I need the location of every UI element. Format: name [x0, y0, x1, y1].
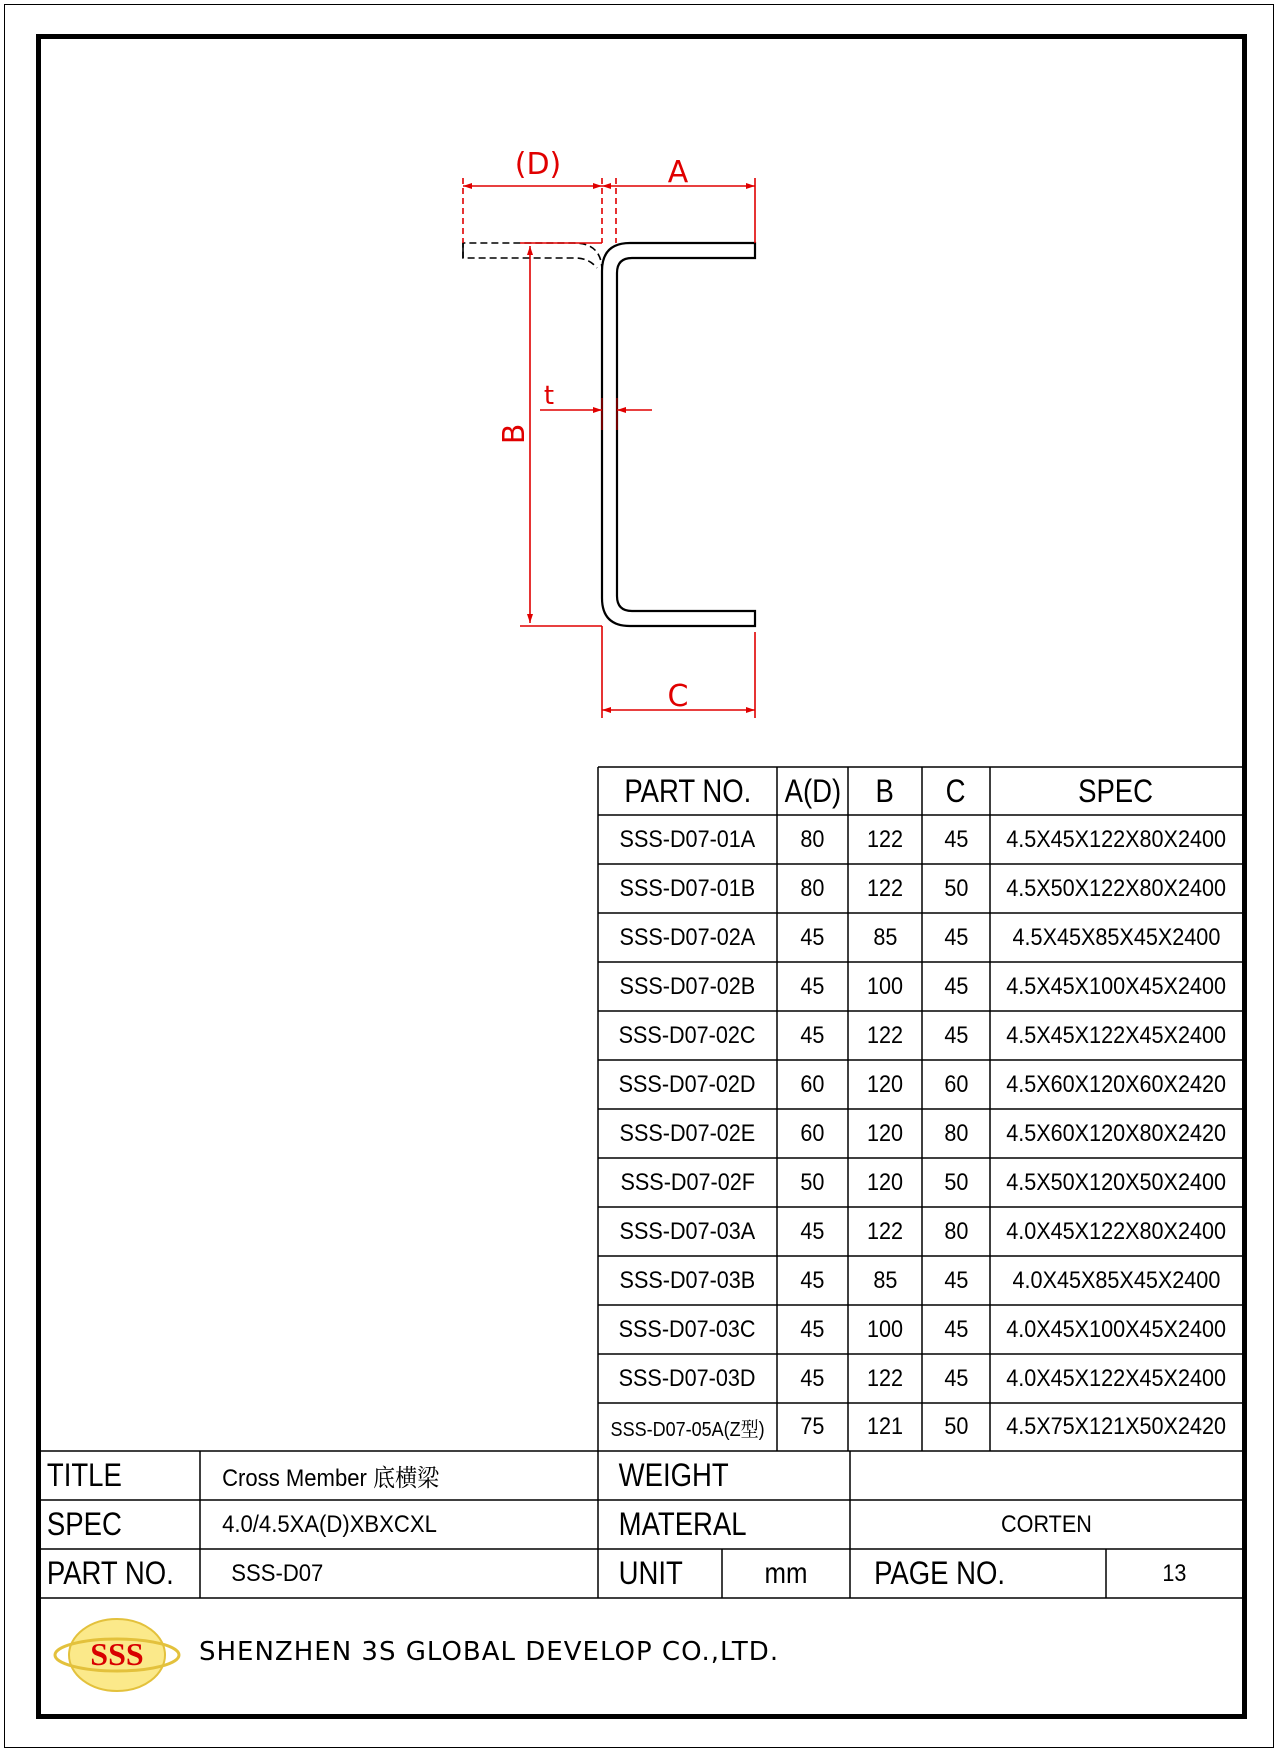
header-a-d: A(D)	[784, 772, 841, 809]
b-cell: 122	[866, 874, 904, 902]
a-d-cell: 80	[800, 825, 825, 853]
spec-cell: 4.5X45X100X45X2400	[1006, 972, 1226, 1000]
part-no-cell: SSS-D07-02F	[620, 1168, 755, 1196]
part-no-cell: SSS-D07-02B	[619, 972, 756, 1000]
company-name: SHENZHEN 3S GLOBAL DEVELOP CO.,LTD.	[199, 1637, 780, 1667]
c-cell: 60	[943, 1070, 969, 1098]
header-spec: SPEC	[1078, 772, 1154, 809]
a-d-cell: 45	[800, 1217, 825, 1245]
part-no-cell: SSS-D07-03C	[619, 1315, 756, 1343]
part-no-cell: SSS-D07-05A(Z型)	[610, 1418, 765, 1441]
part-no-cell: SSS-D07-03A	[619, 1217, 756, 1245]
c-cell: 45	[943, 825, 969, 853]
a-d-cell: 60	[800, 1119, 825, 1147]
c-cell: 45	[943, 1021, 969, 1049]
weight-label: WEIGHT	[618, 1457, 729, 1493]
b-cell: 100	[866, 972, 904, 1000]
b-cell: 122	[866, 1217, 904, 1245]
part-no-cell: SSS-D07-02C	[619, 1021, 756, 1049]
c-cell: 45	[943, 1266, 969, 1294]
part-no-label: PART NO.	[46, 1555, 174, 1591]
title-value: Cross Member 底横梁	[222, 1465, 440, 1492]
spec-cell: 4.5X50X122X80X2400	[1006, 874, 1226, 902]
a-d-cell: 60	[800, 1070, 825, 1098]
header-b: B	[875, 772, 895, 809]
b-cell: 122	[866, 1364, 904, 1392]
logo-text: SSS	[90, 1636, 144, 1672]
spec-value: 4.0/4.5XA(D)XBXCXL	[222, 1510, 437, 1538]
b-cell: 121	[866, 1413, 904, 1440]
b-cell: 122	[866, 1021, 904, 1049]
part-no-cell: SSS-D07-03D	[619, 1364, 756, 1392]
dimension-label-d: (D)	[514, 147, 562, 182]
spec-cell: 4.5X50X120X50X2400	[1006, 1168, 1226, 1196]
spec-cell: 4.5X45X122X45X2400	[1006, 1021, 1226, 1049]
b-cell: 120	[866, 1070, 904, 1098]
page-no-label: PAGE NO.	[874, 1555, 1006, 1591]
c-cell: 80	[943, 1217, 969, 1245]
part-no-value: SSS-D07	[231, 1559, 324, 1587]
a-d-cell: 45	[800, 1364, 825, 1392]
part-no-cell: SSS-D07-03B	[619, 1266, 756, 1294]
spec-cell: 4.5X75X121X50X2420	[1006, 1413, 1226, 1440]
part-no-cell: SSS-D07-02A	[619, 923, 756, 951]
a-d-cell: 45	[800, 1021, 825, 1049]
b-cell: 85	[872, 923, 898, 951]
b-cell: 122	[866, 825, 904, 853]
c-cell: 50	[943, 874, 969, 902]
title-label: TITLE	[46, 1457, 122, 1493]
c-cell: 45	[943, 1364, 969, 1392]
material-label: MATERAL	[618, 1506, 747, 1542]
b-cell: 120	[866, 1119, 904, 1147]
spec-cell: 4.5X45X85X45X2400	[1012, 923, 1220, 951]
spec-cell: 4.5X60X120X60X2420	[1006, 1070, 1226, 1098]
a-d-cell: 80	[800, 874, 825, 902]
spec-label: SPEC	[46, 1506, 122, 1542]
material-value: CORTEN	[1000, 1510, 1092, 1538]
dimension-label-t: t	[543, 381, 555, 411]
c-cell: 50	[943, 1413, 969, 1440]
a-d-cell: 45	[800, 972, 825, 1000]
spec-cell: 4.0X45X122X45X2400	[1006, 1364, 1226, 1392]
a-d-cell: 45	[800, 1315, 825, 1343]
c-cell: 45	[943, 972, 969, 1000]
page-no-value: 13	[1161, 1559, 1187, 1587]
c-cell: 45	[943, 1315, 969, 1343]
spec-cell: 4.0X45X122X80X2400	[1006, 1217, 1226, 1245]
part-no-cell: SSS-D07-02D	[619, 1070, 756, 1098]
unit-label: UNIT	[618, 1555, 683, 1591]
optional-flange-dashed	[463, 243, 602, 271]
a-d-cell: 50	[800, 1168, 825, 1196]
header-c: C	[946, 772, 966, 809]
spec-cell: 4.0X45X100X45X2400	[1006, 1315, 1226, 1343]
c-cell: 45	[943, 923, 969, 951]
channel-profile	[602, 243, 755, 626]
a-d-cell: 45	[800, 1266, 825, 1294]
part-no-cell: SSS-D07-01B	[619, 874, 756, 902]
header-part-no: PART NO.	[624, 772, 751, 809]
c-cell: 80	[943, 1119, 969, 1147]
b-cell: 120	[866, 1168, 904, 1196]
dimension-label-b: B	[497, 423, 532, 445]
dimension-label-a: A	[667, 155, 689, 190]
b-cell: 85	[872, 1266, 898, 1294]
b-cell: 100	[866, 1315, 904, 1343]
part-no-cell: SSS-D07-01A	[619, 825, 756, 853]
company-logo	[52, 1612, 182, 1698]
c-cell: 50	[943, 1168, 969, 1196]
dimension-label-c: C	[667, 679, 689, 714]
spec-cell: 4.5X60X120X80X2420	[1006, 1119, 1226, 1147]
unit-value: mm	[764, 1556, 808, 1590]
spec-cell: 4.0X45X85X45X2400	[1012, 1266, 1220, 1294]
spec-cell: 4.5X45X122X80X2400	[1006, 825, 1226, 853]
a-d-cell: 75	[800, 1413, 825, 1440]
a-d-cell: 45	[800, 923, 825, 951]
part-no-cell: SSS-D07-02E	[619, 1119, 756, 1147]
